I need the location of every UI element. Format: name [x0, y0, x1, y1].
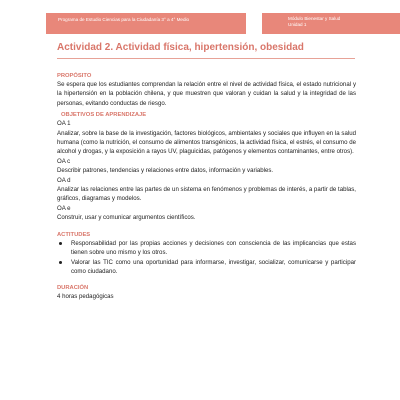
program-label: Programa de Estudio Ciencias para la Ciudadanía 3° a 4° Medio — [58, 17, 190, 22]
actitud-text: Responsabilidad por las propias acciones y decisiones con consciencia de las implicancias que estas tienen sobre uno mismo y los otros. — [71, 239, 356, 257]
actitudes-list — [57, 239, 356, 277]
bullet-icon — [59, 242, 62, 245]
list-item — [57, 258, 356, 277]
objetivo-code: OA d — [57, 176, 71, 184]
proposito-text: Se espera que los estudiantes comprendan la relación entre el nivel de actividad física, el estado nutricional y la hipertensión en la población chilena, y que muestren que valoran y cuidan la salud y la integridad de las personas, evitando conductas de riesgo. — [57, 81, 356, 107]
duracion-heading: DURACIÓN — [57, 285, 89, 292]
module-banner — [262, 13, 400, 34]
page-title: Actividad 2. Actividad física, hipertensión, obesidad — [57, 42, 304, 53]
list-item — [57, 239, 356, 258]
objetivo-code: OA c — [57, 157, 71, 165]
duracion-text: 4 horas pedagógicas — [57, 293, 114, 301]
objetivo-text: Analizar, sobre la base de la investigación, factores biológicos, ambientales y sociales que influyen en la salud humana (como la nutrición, el consumo de alimentos transgénicos, la actividad física, el estrés, el consumo de alcohol y drogas, y la exposición a rayos UV, plaguicidas, patógenos y elementos contaminantes, entre otros). — [57, 129, 356, 156]
objetivos-section — [57, 111, 356, 222]
actitudes-heading: ACTITUDES — [57, 231, 91, 238]
program-banner — [46, 13, 246, 34]
objetivo-code: OA e — [57, 204, 71, 212]
objetivo-text: Construir, usar y comunicar argumentos científicos. — [57, 214, 196, 222]
module-label: Módulo Bienestar y Salud — [288, 16, 341, 21]
activity-content — [57, 72, 356, 302]
title-divider — [57, 58, 355, 59]
unit-label: Unidad 1 — [288, 22, 307, 28]
objetivo-code: OA 1 — [57, 120, 71, 128]
objetivos-heading: OBJETIVOS DE APRENDIZAJE — [61, 112, 147, 119]
bullet-icon — [59, 261, 62, 264]
actitud-text: Valorar las TIC como una oportunidad para informarse, investigar, socializar, comunicarse y participar como ciudadano. — [71, 258, 356, 275]
objetivo-text: Analizar las relaciones entre las partes de un sistema en fenómenos y problemas de interés, a partir de tablas, gráficos, diagramas y modelos. — [57, 186, 356, 203]
objetivo-text: Describir patrones, tendencias y relaciones entre datos, información y variables. — [57, 167, 274, 175]
proposito-heading: PROPÓSITO — [57, 73, 92, 79]
